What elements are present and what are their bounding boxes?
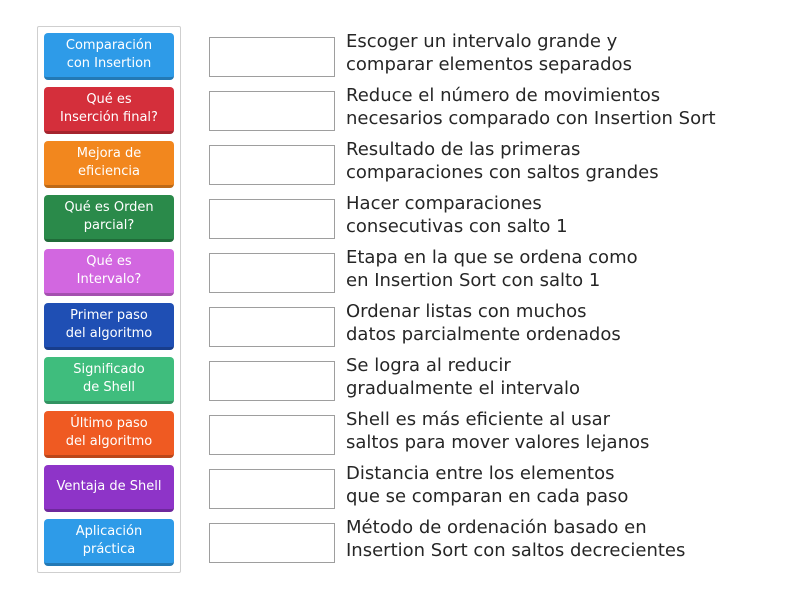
match-row	[0, 189, 800, 243]
drop-box[interactable]	[209, 145, 335, 185]
drop-box[interactable]	[209, 523, 335, 563]
match-row	[0, 243, 800, 297]
tile-aplicacion-practica[interactable]: Aplicación práctica	[44, 519, 174, 566]
match-row	[0, 297, 800, 351]
description-text: Hacer comparaciones consecutivas con salto 1	[346, 193, 568, 237]
tile-ultimo-paso-del-algoritmo[interactable]: Último paso del algoritmo	[44, 411, 174, 458]
drop-box[interactable]	[209, 253, 335, 293]
tile-mejora-de-eficiencia[interactable]: Mejora de eficiencia	[44, 141, 174, 188]
description-text: Resultado de las primeras comparaciones con saltos grandes	[346, 139, 659, 183]
description-text: Método de ordenación basado en Insertion Sort con saltos decrecientes	[346, 517, 686, 561]
drop-box[interactable]	[209, 307, 335, 347]
description-text: Shell es más eficiente al usar saltos para mover valores lejanos	[346, 409, 650, 453]
tile-que-es-insercion-final[interactable]: Qué es Inserción final?	[44, 87, 174, 134]
drop-box[interactable]	[209, 199, 335, 239]
match-row	[0, 459, 800, 513]
tile-ventaja-de-shell[interactable]: Ventaja de Shell	[44, 465, 174, 512]
match-row	[0, 135, 800, 189]
match-row	[0, 513, 800, 567]
drop-box[interactable]	[209, 37, 335, 77]
drop-box[interactable]	[209, 469, 335, 509]
match-row	[0, 351, 800, 405]
drop-box[interactable]	[209, 361, 335, 401]
description-text: Escoger un intervalo grande y comparar elementos separados	[346, 31, 632, 75]
match-row	[0, 27, 800, 81]
description-text: Se logra al reducir gradualmente el intervalo	[346, 355, 581, 399]
description-text: Reduce el número de movimientos necesarios comparado con Insertion Sort	[346, 85, 716, 129]
drop-box[interactable]	[209, 91, 335, 131]
drop-box[interactable]	[209, 415, 335, 455]
tile-que-es-orden-parcial[interactable]: Qué es Orden parcial?	[44, 195, 174, 242]
tile-que-es-intervalo[interactable]: Qué es Intervalo?	[44, 249, 174, 296]
match-row	[0, 81, 800, 135]
description-text: Ordenar listas con muchos datos parcialmente ordenados	[346, 301, 621, 345]
description-text: Etapa en la que se ordena como en Insertion Sort con salto 1	[346, 247, 638, 291]
tile-comparacion-con-insertion[interactable]: Comparación con Insertion	[44, 33, 174, 80]
match-row	[0, 405, 800, 459]
tile-significado-de-shell[interactable]: Significado de Shell	[44, 357, 174, 404]
tile-primer-paso-del-algoritmo[interactable]: Primer paso del algoritmo	[44, 303, 174, 350]
description-text: Distancia entre los elementos que se comparan en cada paso	[346, 463, 629, 507]
